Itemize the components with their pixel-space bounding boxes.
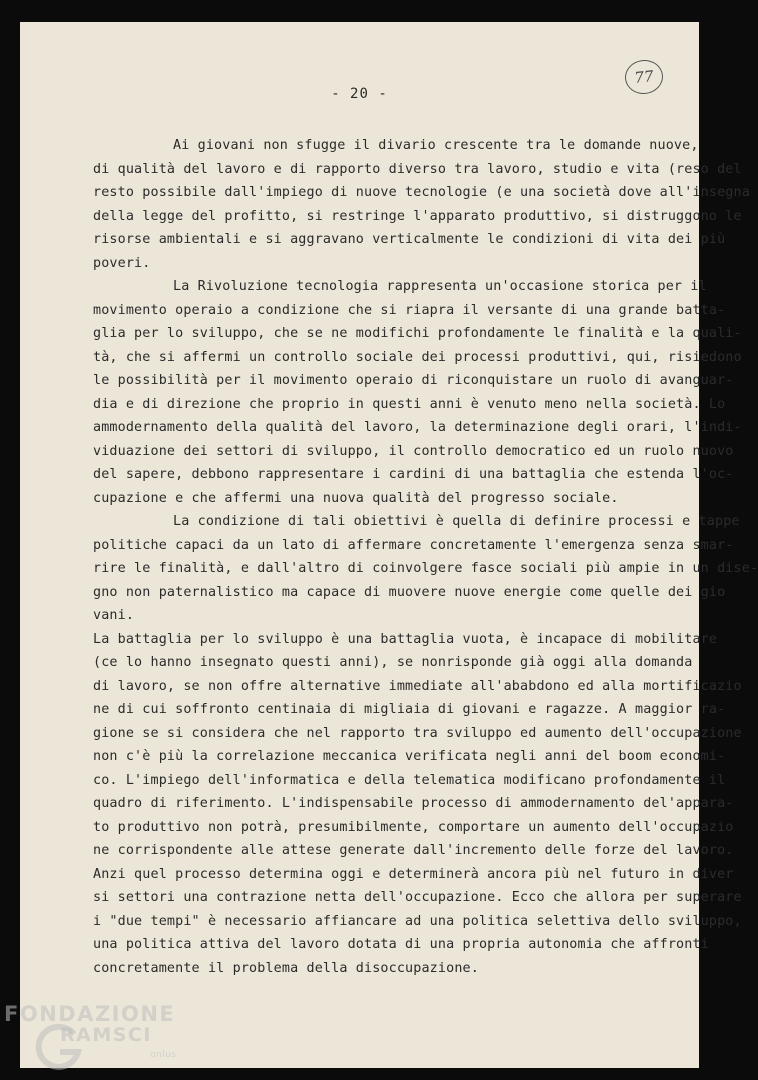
text-line: movimento operaio a condizione che si riapra il versante di una grande batta- (93, 302, 726, 318)
text-line: politiche capaci da un lato di affermare concretamente l'emergenza senza smar- (93, 537, 734, 553)
text-line: Anzi quel processo determina oggi e determinerà ancora più nel futuro in diver (93, 866, 734, 882)
text-line: ammodernamento della qualità del lavoro, la determinazione degli orari, l'indi- (93, 420, 742, 435)
text-line: di qualità del lavoro e di rapporto diverso tra lavoro, studio e vita (reso del (93, 161, 742, 177)
text-line: gno non paternalistico ma capace di muovere nuove energie come quelle dei gio (93, 584, 726, 600)
text-line: cupazione e che affermi una nuova qualità del progresso sociale. (93, 490, 619, 506)
text-line: resto possibile dall'impiego di nuove tecnologie (e una società dove all'insegna (93, 185, 750, 200)
text-line: viduazione dei settori di sviluppo, il controllo democratico ed un ruolo nuovo (93, 443, 734, 459)
page-number: - 20 - (331, 86, 388, 102)
text-line: poveri. (93, 255, 151, 271)
text-line: La condizione di tali obiettivi è quella di definire processi e tappe (173, 514, 740, 529)
archive-number-stamp: 77 (623, 58, 664, 96)
text-line: del sapere, debbono rappresentare i cardini di una battaglia che estenda l'oc- (93, 467, 734, 482)
text-line: si settori una contrazione netta dell'occupazione. Ecco che allora per superare (93, 890, 742, 905)
text-line: risorse ambientali e si aggravano verticalmente le condizioni di vita dei più (93, 232, 726, 247)
text-line: Ai giovani non sfugge il divario crescente tra le domande nuove, (173, 138, 699, 153)
text-line: una politica attiva del lavoro dotata di una propria autonomia che affronti (93, 937, 709, 952)
text-line: gione se si considera che nel rapporto tra sviluppo ed aumento dell'occupazione (93, 725, 742, 741)
text-line: non c'è più la correlazione meccanica verificata negli anni del boom economi- (93, 749, 726, 764)
text-line: vani. (93, 608, 135, 623)
watermark-line-2: RAMSCI (60, 1024, 152, 1046)
text-line: La battaglia per lo sviluppo è una battaglia vuota, è incapace di mobilitare (93, 631, 718, 647)
fondazione-gramsci-watermark (4, 998, 204, 1078)
text-line: ne di cui soffronto centinaia di migliaia di giovani e ragazze. A maggior ra- (93, 702, 726, 717)
text-line: concretamente il problema della disoccupazione. (93, 960, 479, 976)
text-line: ne corrispondente alle attese generate dall'incremento delle forze del lavoro. (93, 843, 734, 858)
text-line: le possibilità per il movimento operaio di riconquistare un ruolo di avanguar- (93, 373, 734, 388)
text-line: glia per lo sviluppo, che se ne modifichi profondamente le finalità e la quali- (93, 326, 742, 341)
text-line: (ce lo hanno insegnato questi anni), se nonrisponde già oggi alla domanda (93, 655, 693, 670)
watermark-line-1: FONDAZIONE (4, 1002, 176, 1026)
text-line: i "due tempi" è necessario affiancare ad una politica selettiva dello sviluppo, (93, 913, 742, 929)
text-line: quadro di riferimento. L'indispensabile processo di ammodernamento del'appara- (93, 796, 734, 811)
text-line: to produttivo non potrà, presumibilmente, comportare un aumento dell'occupazio (93, 819, 734, 835)
text-line: rire le finalità, e dall'altro di coinvolgere fasce sociali più ampie in un dise- (93, 561, 758, 576)
text-line: tà, che si affermi un controllo sociale dei processi produttivi, qui, risiedono (93, 349, 742, 365)
document-page (20, 22, 758, 1068)
text-line: dia e di direzione che proprio in questi anni è venuto meno nella società. Lo (93, 396, 726, 412)
text-line: di lavoro, se non offre alternative immediate all'ababdono ed alla mortificazio (93, 678, 742, 694)
text-line: co. L'impiego dell'informatica e della telematica modificano profondamente il (93, 772, 726, 788)
text-line: della legge del profitto, si restringe l'apparato produttivo, si distruggono le (93, 208, 742, 224)
watermark-line-3: onlus (150, 1050, 177, 1060)
text-line: La Rivoluzione tecnologia rappresenta un'occasione storica per il (173, 279, 707, 294)
body-text (93, 134, 758, 980)
